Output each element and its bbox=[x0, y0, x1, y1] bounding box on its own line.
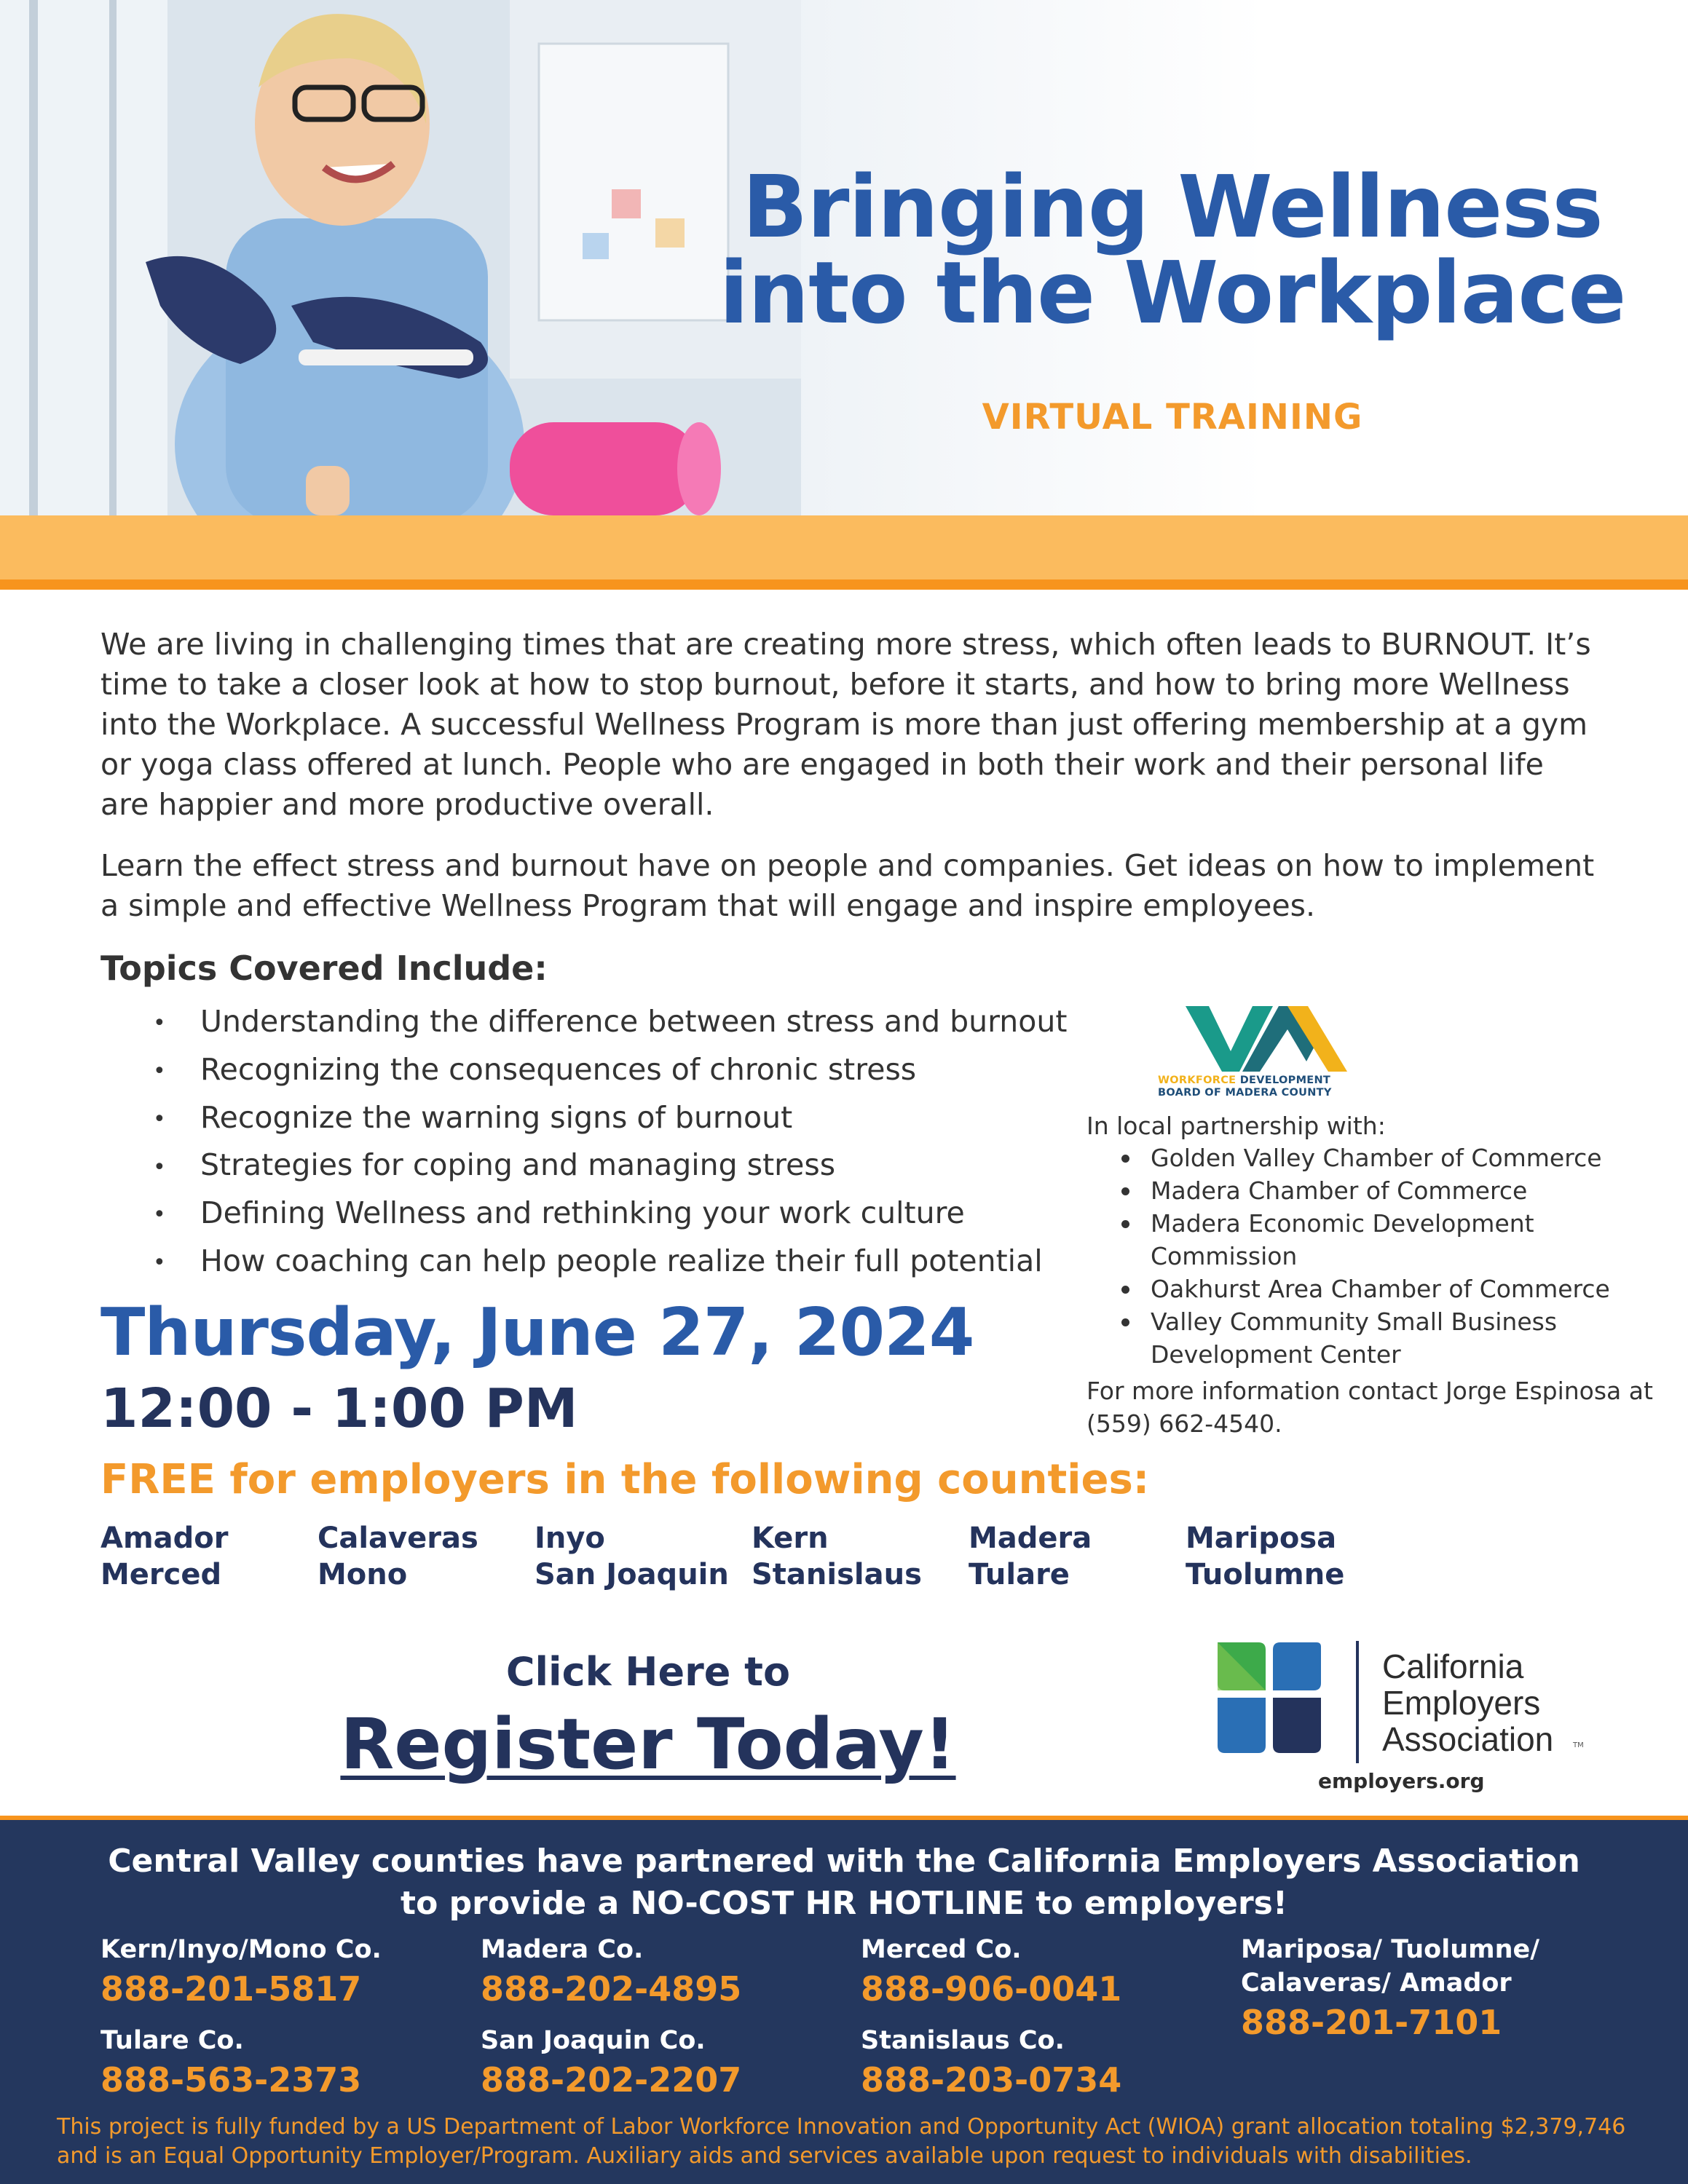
hotline-phone[interactable]: 888-563-2373 bbox=[100, 2060, 362, 2100]
county-column bbox=[100, 1520, 228, 1593]
list-item: Madera Chamber of Commerce bbox=[1121, 1174, 1631, 1207]
hotline-phone[interactable]: 888-202-4895 bbox=[481, 1969, 742, 2009]
hotline-stanislaus bbox=[861, 2024, 1121, 2102]
hotline-phone[interactable]: 888-201-7101 bbox=[1241, 2003, 1502, 2042]
hotline-region: Kern/Inyo/Mono Co. bbox=[100, 1935, 382, 1964]
intro-paragraph-2: Learn the effect stress and burnout have on people and companies. Get ideas on how to implement a simple and effective Wellness Program that will engage and inspire employees. bbox=[100, 848, 1595, 923]
list-item bbox=[146, 1238, 1067, 1286]
topic-text: How coaching can help people realize their full potential bbox=[200, 1243, 1043, 1278]
topic-text: Strategies for coping and managing stress bbox=[200, 1147, 836, 1183]
hotline-kern-inyo-mono bbox=[100, 1933, 382, 2011]
cea-logo-divider bbox=[1356, 1641, 1359, 1763]
footer-heading-line-1: Central Valley counties have partnered with the California Employers Association bbox=[108, 1843, 1580, 1880]
county-column bbox=[1186, 1520, 1344, 1593]
funding-disclaimer: This project is fully funded by a US Department of Labor Workforce Innovation and Opportunity Act (WIOA) grant allocation totaling $2,379,746 and is an Equal Opportunity Employer/Program. Auxiliary aids and services available upon request to individuals with disabilities. bbox=[57, 2114, 1626, 2169]
bullet-icon: • bbox=[153, 1059, 166, 1084]
footer-heading-line-2: to provide a NO-COST HR HOTLINE to employers! bbox=[401, 1885, 1287, 1922]
bullet-icon: • bbox=[153, 1202, 166, 1228]
bullet-icon: • bbox=[153, 1106, 166, 1132]
topics-list bbox=[146, 999, 1067, 1286]
cea-logo-wordmark bbox=[1382, 1648, 1553, 1757]
county-name: Stanislaus bbox=[752, 1558, 922, 1591]
list-item: Oakhurst Area Chamber of Commerce bbox=[1121, 1273, 1631, 1305]
hotline-san-joaquin bbox=[481, 2024, 741, 2102]
wdb-logo-line-2: BOARD OF MADERA COUNTY bbox=[1158, 1087, 1332, 1099]
hotline-madera bbox=[481, 1933, 741, 2011]
free-counties-heading: FREE for employers in the following counties: bbox=[100, 1456, 1150, 1503]
hotline-phone[interactable]: 888-203-0734 bbox=[861, 2060, 1122, 2100]
county-name: Merced bbox=[100, 1558, 222, 1591]
county-name: Mono bbox=[318, 1558, 408, 1591]
list-item bbox=[146, 1095, 1067, 1143]
cea-line-3: Association bbox=[1382, 1720, 1554, 1758]
wdb-logo-text bbox=[1158, 1075, 1376, 1099]
cea-line-1: California bbox=[1382, 1647, 1524, 1685]
event-time: 12:00 - 1:00 PM bbox=[100, 1377, 578, 1440]
county-column bbox=[752, 1520, 922, 1593]
page-title bbox=[699, 157, 1646, 343]
hero-banner bbox=[0, 0, 1688, 515]
hotline-region: Mariposa/ Tuolumne/ Calaveras/ Amador bbox=[1241, 1935, 1540, 1998]
register-prompt[interactable]: Click Here to bbox=[505, 1649, 791, 1695]
county-name: Madera bbox=[969, 1522, 1092, 1555]
cea-website-url[interactable]: employers.org bbox=[1318, 1769, 1485, 1793]
cea-line-2: Employers bbox=[1382, 1684, 1541, 1722]
list-item bbox=[146, 1190, 1067, 1238]
hero-photo-woman-with-sneakers-and-yoga-mat bbox=[0, 0, 801, 515]
bullet-icon: • bbox=[153, 1250, 166, 1275]
bullet-icon: • bbox=[153, 1154, 166, 1180]
hotline-phone[interactable]: 888-201-5817 bbox=[100, 1969, 362, 2009]
trademark-mark: TM bbox=[1573, 1741, 1584, 1749]
list-item: Valley Community Small Business Development Center bbox=[1121, 1305, 1558, 1371]
county-name: Inyo bbox=[535, 1522, 605, 1555]
partner-list bbox=[1121, 1142, 1631, 1371]
list-item: Golden Valley Chamber of Commerce bbox=[1121, 1142, 1631, 1174]
partnership-intro: In local partnership with: bbox=[1086, 1112, 1386, 1140]
hotline-region: Tulare Co. bbox=[100, 2026, 244, 2055]
list-item bbox=[146, 1047, 1067, 1095]
county-column bbox=[318, 1520, 478, 1593]
list-item bbox=[146, 1142, 1067, 1190]
bullet-icon: • bbox=[153, 1010, 166, 1037]
california-employers-association-logo-icon bbox=[1215, 1639, 1324, 1756]
orange-divider-band bbox=[0, 515, 1688, 590]
list-item: Madera Economic Development Commission bbox=[1121, 1207, 1558, 1273]
title-line-1: Bringing Wellness bbox=[742, 157, 1603, 257]
topic-text: Recognize the warning signs of burnout bbox=[200, 1099, 793, 1135]
county-name: Tuolumne bbox=[1186, 1558, 1345, 1591]
footer-heading bbox=[0, 1840, 1688, 1925]
hotline-phone[interactable]: 888-202-2207 bbox=[481, 2060, 742, 2100]
topic-text: Understanding the difference between stress and burnout bbox=[200, 1004, 1068, 1039]
hotline-region: San Joaquin Co. bbox=[481, 2026, 706, 2055]
county-name: San Joaquin bbox=[535, 1558, 729, 1591]
orange-stripe bbox=[0, 579, 1688, 590]
hotline-region: Merced Co. bbox=[861, 1935, 1022, 1964]
county-column bbox=[535, 1520, 729, 1593]
hotline-region: Madera Co. bbox=[481, 1935, 644, 1964]
list-item bbox=[146, 999, 1067, 1047]
county-name: Mariposa bbox=[1186, 1522, 1337, 1555]
county-name: Tulare bbox=[969, 1558, 1070, 1591]
topics-heading: Topics Covered Include: bbox=[100, 949, 548, 988]
county-name: Calaveras bbox=[318, 1522, 478, 1555]
register-today-link[interactable]: Register Today! bbox=[340, 1704, 956, 1785]
county-column bbox=[969, 1520, 1092, 1593]
county-name: Amador bbox=[100, 1522, 229, 1555]
hotline-tulare bbox=[100, 2024, 361, 2102]
county-name: Kern bbox=[752, 1522, 829, 1555]
contact-info: For more information contact Jorge Espinosa at (559) 662-4540. bbox=[1086, 1377, 1653, 1438]
subtitle-virtual-training: VIRTUAL TRAINING bbox=[982, 397, 1363, 438]
event-date: Thursday, June 27, 2024 bbox=[100, 1294, 974, 1371]
hotline-mariposa-tuolumne-calaveras-amador bbox=[1241, 1933, 1561, 2045]
title-line-2: into the Workplace bbox=[719, 242, 1626, 343]
hotline-merced bbox=[861, 1933, 1121, 2011]
hotline-region: Stanislaus Co. bbox=[861, 2026, 1065, 2055]
topic-text: Recognizing the consequences of chronic stress bbox=[200, 1051, 917, 1087]
intro-paragraph-1: We are living in challenging times that are creating more stress, which often leads to BURNOUT. It’s time to take a closer look at how to stop burnout, before it starts, and how to bring more Wellness into the Workplace. A successful Wellness Program is more than just offering membership at a gym or yoga class offered at lunch. People who are engaged in both their work and their personal life are happier and more productive overall. bbox=[100, 627, 1591, 822]
topic-text: Defining Wellness and rethinking your work culture bbox=[200, 1195, 965, 1230]
wdb-logo-word-workforce: WORKFORCE bbox=[1158, 1075, 1237, 1086]
wdb-logo-word-development: DEVELOPMENT bbox=[1236, 1075, 1331, 1086]
hotline-phone[interactable]: 888-906-0041 bbox=[861, 1969, 1122, 2009]
